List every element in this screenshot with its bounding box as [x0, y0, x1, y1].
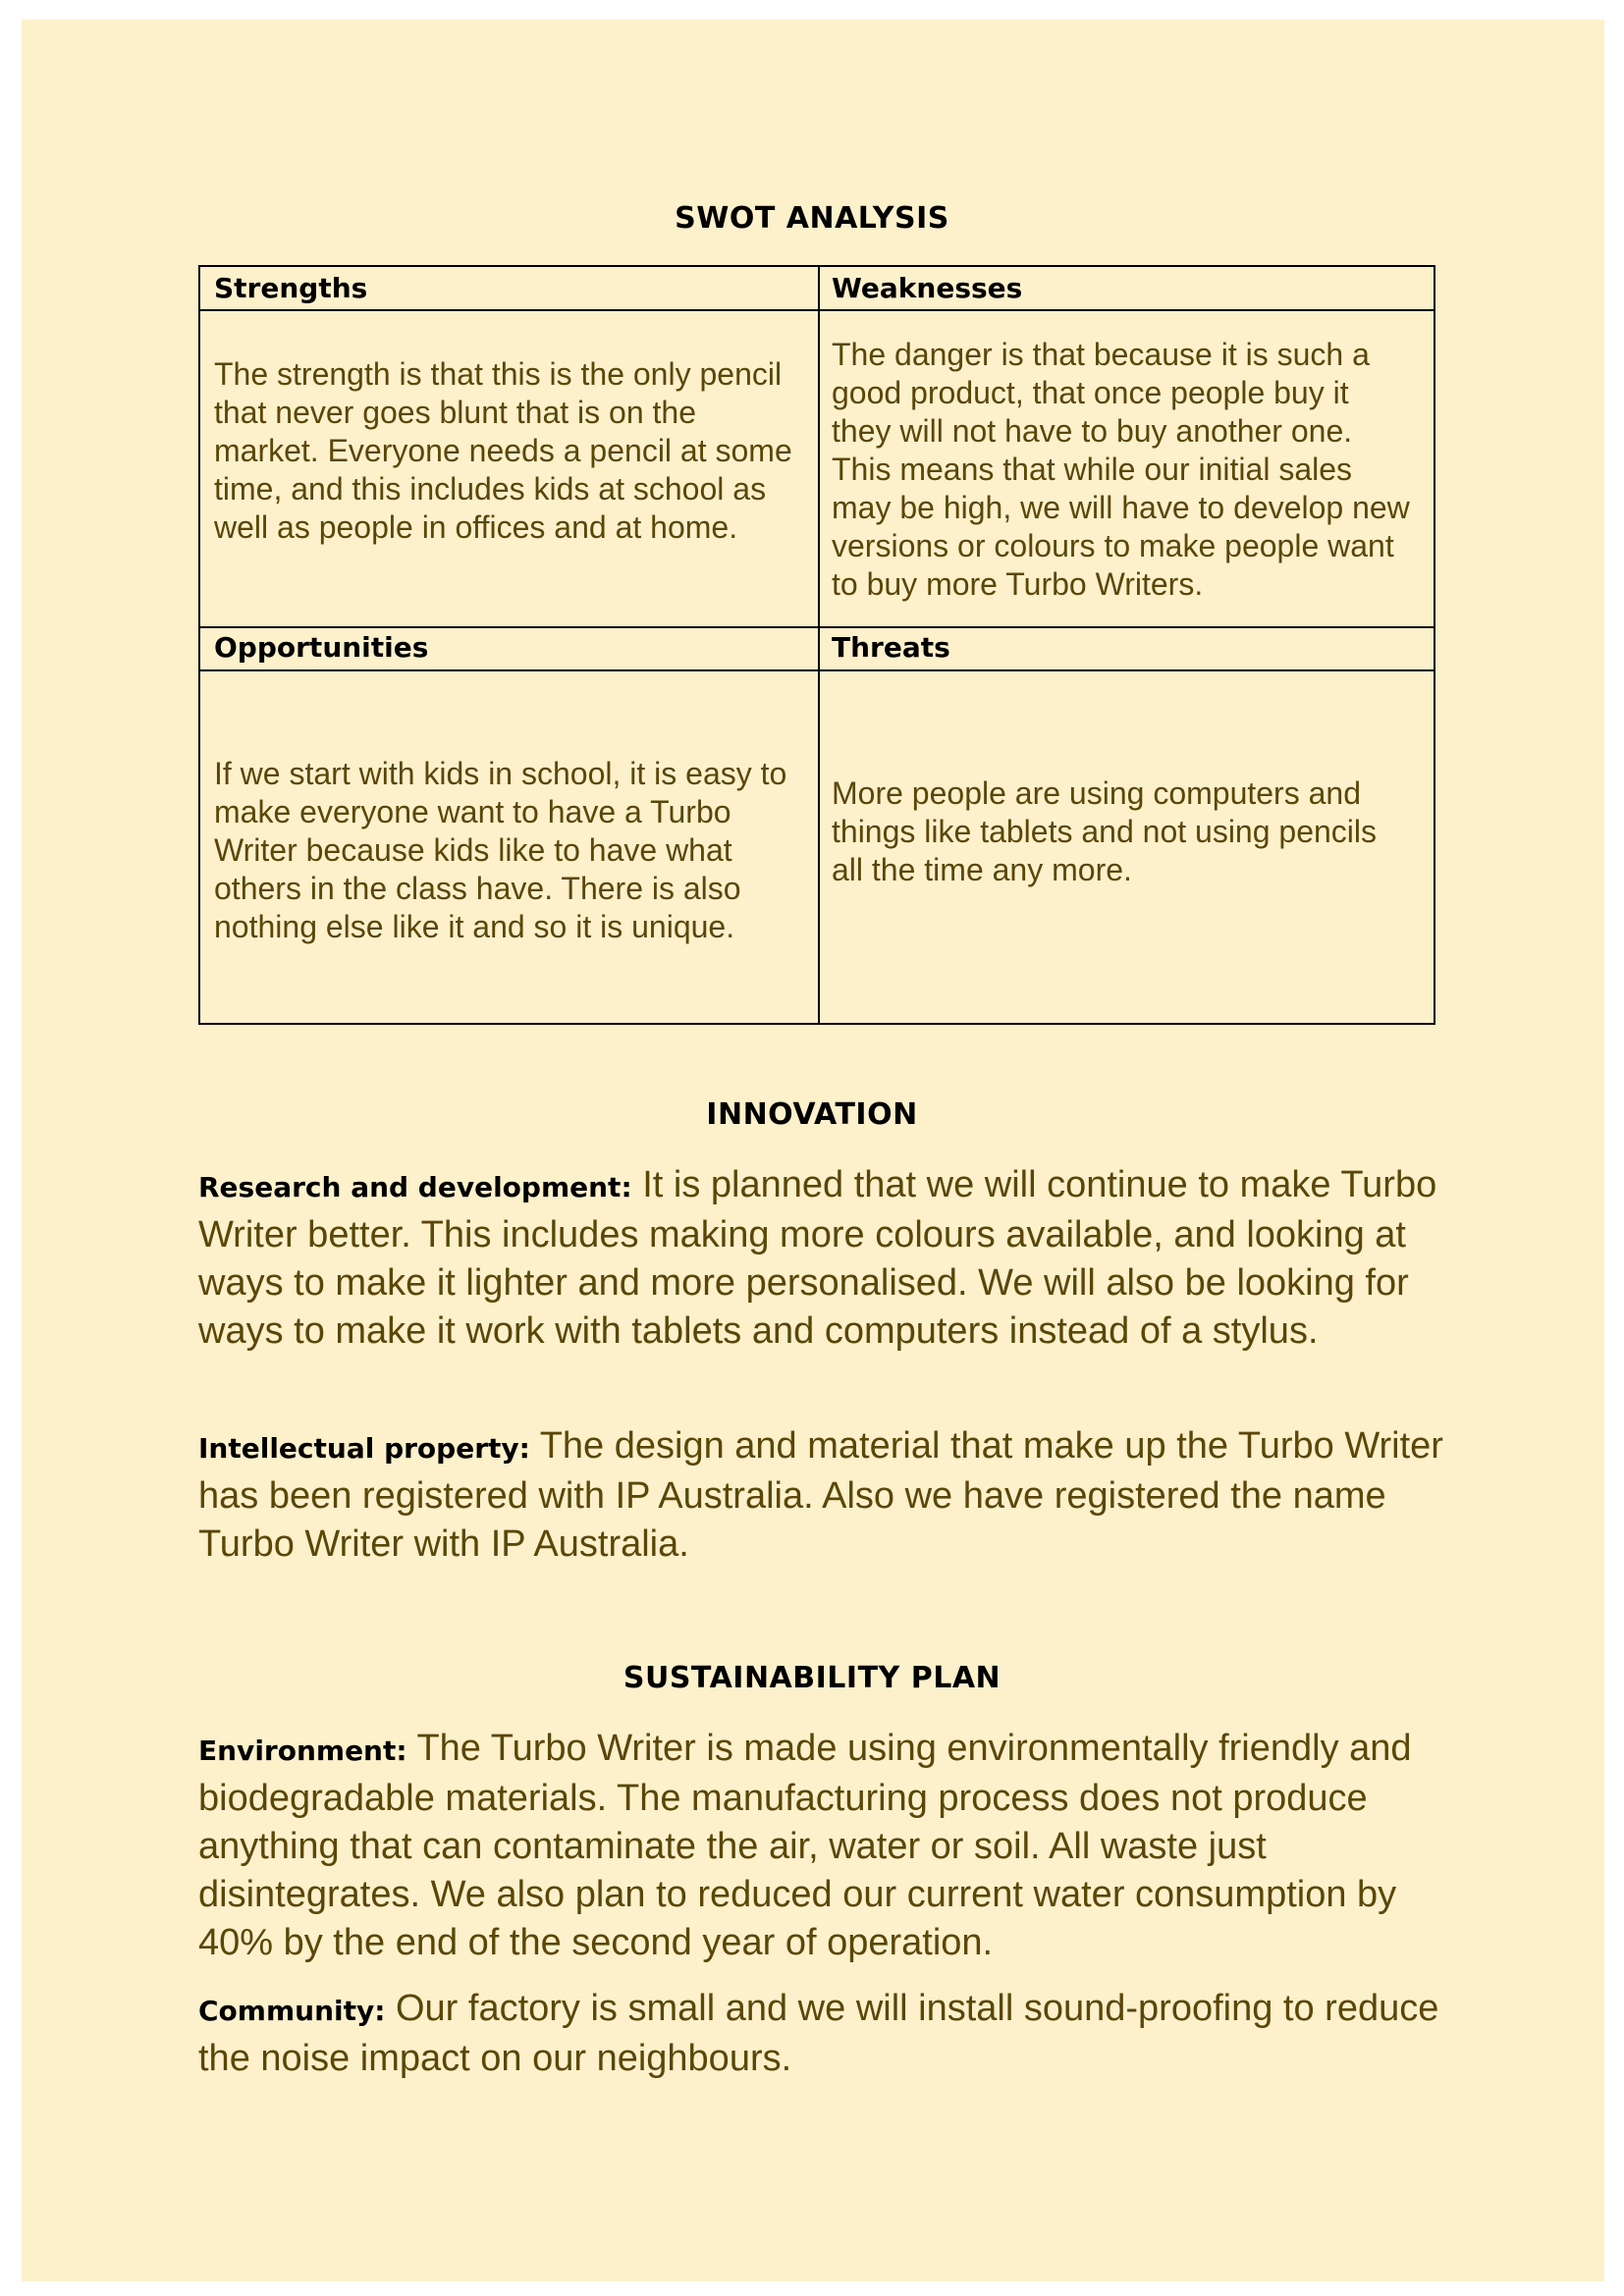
swot-threats-text: More people are using computers and things like tablets and not using pencils all the time any more. — [832, 775, 1378, 887]
research-label: Research and development: — [198, 1171, 632, 1203]
swot-header-divider-bottom — [200, 669, 1434, 671]
sustainability-title: SUSTAINABILITY PLAN — [623, 1661, 1001, 1695]
swot-strengths-heading: Strengths — [214, 272, 368, 304]
swot-opportunities-heading: Opportunities — [214, 631, 429, 664]
innovation-title: INNOVATION — [706, 1097, 918, 1132]
swot-weaknesses-heading: Weaknesses — [832, 272, 1023, 304]
innovation-research-paragraph — [198, 1161, 1445, 1356]
swot-table — [198, 265, 1435, 1025]
community-text: Our factory is small and we will install sound-proofing to reduce the noise impact on our neighbours. — [198, 1988, 1439, 2079]
swot-opportunities-text: If we start with kids in school, it is easy to make everyone want to have a Turbo Writer because kids like to have what others in the class have. There is also nothing else like it and so it is unique. — [214, 756, 787, 944]
sustainability-environment-paragraph — [198, 1725, 1445, 1967]
swot-column-divider — [818, 267, 820, 1023]
environment-text: The Turbo Writer is made using environmentally friendly and biodegradable materials. The manufacturing process does not produce anything that can contaminate the air, water or soil. All waste just disintegrates. We also plan to reduced our current water consumption by 40% by the end of the second year of operation. — [198, 1728, 1412, 1963]
swot-threats-heading: Threats — [832, 631, 950, 664]
ip-label: Intellectual property: — [198, 1432, 530, 1465]
research-text: It is planned that we will continue to make Turbo Writer better. This includes making more colours available, and looking at ways to make it lighter and more personalised. We will also be looking for ways to make it work with tablets and computers instead of a stylus. — [198, 1164, 1437, 1352]
ip-text: The design and material that make up the Turbo Writer has been registered with IP Australia. Also we have registered the name Turbo Writer with IP Australia. — [198, 1425, 1443, 1565]
swot-header-divider-top — [200, 309, 1434, 311]
community-label: Community: — [198, 1995, 386, 2027]
sustainability-community-paragraph — [198, 1985, 1445, 2083]
swot-weaknesses-text: The danger is that because it is such a good product, that once people buy it they will not have to buy another one. This means that while our initial sales may be high, we will have to develop new versions or colours to make people want to buy more Turbo Writers. — [832, 337, 1410, 602]
environment-label: Environment: — [198, 1735, 407, 1767]
swot-strengths-text: The strength is that this is the only pencil that never goes blunt that is on the market. Everyone needs a pencil at some time, and this includes kids at school as well as people in offices and at home. — [214, 356, 792, 545]
innovation-ip-paragraph — [198, 1422, 1445, 1569]
swot-title: SWOT ANALYSIS — [675, 201, 949, 236]
